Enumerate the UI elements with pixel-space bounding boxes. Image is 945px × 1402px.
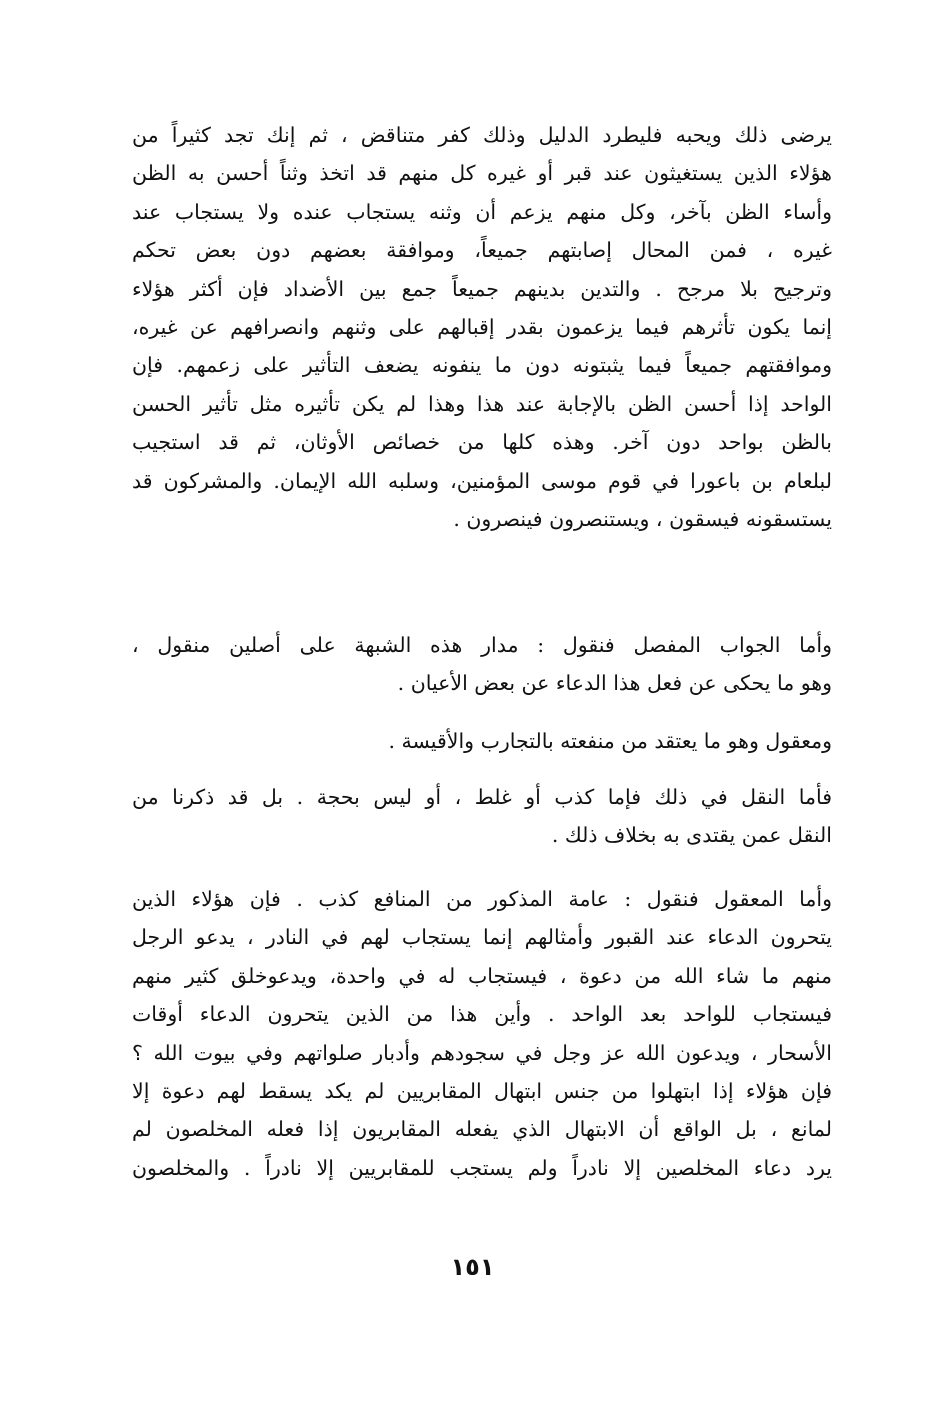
text-line: وأساء الظن بآخر، وكل منهم يزعم أن وثنه يستجاب عنده ولا يستجاب عند — [132, 199, 832, 224]
text-line: فأما النقل في ذلك فإما كذب أو غلط ، أو ليس بحجة . بل قد ذكرنا من — [132, 785, 832, 809]
text-line: وأما المعقول فنقول : عامة المذكور من المنافع كذب . فإن هؤلاء الذين — [132, 887, 832, 911]
text-line: يستسقونه فيسقون ، ويستنصرون فينصرون . — [453, 506, 832, 531]
text-line: إنما يكون تأثرهم فيما يزعمون بقدر إقبالهم على وثنهم وانصرافهم عن غيره، — [132, 314, 832, 339]
text-line: لبلعام بن باعورا في قوم موسى المؤمنين، وسلبه الله الإيمان. والمشركون قد — [132, 468, 832, 493]
text-line: النقل عمن يقتدى به بخلاف ذلك . — [551, 823, 832, 848]
paragraph-5 — [132, 880, 832, 1187]
text-line: فيستجاب للواحد بعد الواحد . وأين هذا من الذين يتحرون الدعاء أوقات — [132, 1002, 832, 1027]
text-line: غيره ، فمن المحال إصابتهم جميعاً، وموافقة بعضهم دون بعض تحكم — [132, 238, 832, 263]
paragraph-4 — [132, 778, 832, 855]
page-number: ١٥١ — [450, 1253, 495, 1281]
text-line: بالظن بواحد دون آخر. وهذه كلها من خصائص الأوثان، ثم قد استجيب — [132, 430, 832, 455]
text-line: هؤلاء الذين يستغيثون عند قبر أو غيره كل منهم قد اتخذ وثناً أحسن به الظن — [132, 161, 832, 186]
text-line: منهم ما شاء الله من دعوة ، فيستجاب له في واحدة، ويدعوخلق كثير منهم — [132, 963, 832, 988]
text-line: وترجيح بلا مرجح . والتدين بدينهم جميعاً جمع بين الأضداد فإن أكثر هؤلاء — [132, 276, 832, 301]
text-line: يتحرون الدعاء عند القبور وأمثالهم إنما يستجاب لهم في النادر ، يدعو الرجل — [132, 925, 832, 950]
paragraph-2 — [132, 626, 832, 703]
text-line: لمانع ، بل الواقع أن الابتهال الذي يفعله المقابريون إذا فعله المخلصون لم — [132, 1117, 832, 1142]
text-line: يرد دعاء المخلصين إلا نادراً ولم يستجب للمقابريين إلا نادراً . والمخلصون — [132, 1155, 832, 1180]
paragraph-1 — [132, 116, 832, 538]
text-line: فإن هؤلاء إذا ابتهلوا من جنس ابتهال المقابريين لم يكد يسقط لهم دعوة إلا — [132, 1078, 832, 1103]
text-line: الواحد إذا أحسن الظن بالإجابة عند هذا وهذا لم يكن تأثيره مثل تأثير الحسن — [132, 391, 832, 416]
text-line: الأسحار ، ويدعون الله عز وجل في سجودهم وأدبار صلواتهم وفي بيوت الله ؟ — [132, 1040, 832, 1065]
text-line: ومعقول وهو ما يعتقد من منفعته بالتجارب والأقيسة . — [388, 729, 832, 753]
text-line: وهو ما يحكى عن فعل هذا الدعاء عن بعض الأعيان . — [397, 671, 832, 696]
text-line: يرضى ذلك ويحبه فليطرد الدليل وذلك كفر متناقض ، ثم إنك تجد كثيراً من — [132, 123, 832, 147]
paragraph-3 — [132, 722, 832, 760]
text-line: وموافقتهم جميعاً فيما يثبتونه دون ما ينفونه يضعف التأثير على زعمهم. فإن — [132, 353, 832, 378]
text-line: وأما الجواب المفصل فنقول : مدار هذه الشبهة على أصلين منقول ، — [132, 633, 832, 657]
